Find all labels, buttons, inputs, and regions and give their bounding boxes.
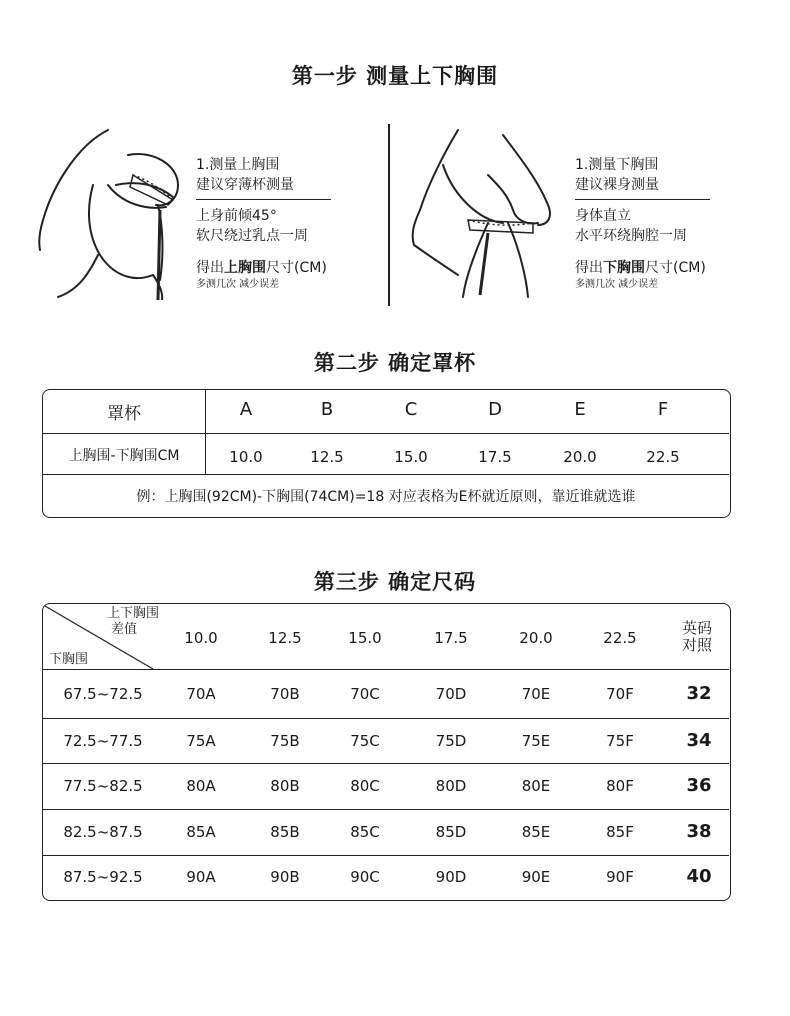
right-line5-bold: 下胸围 bbox=[603, 260, 645, 276]
size-cell: 90E bbox=[521, 868, 551, 886]
right-line2: 建议裸身测量 bbox=[575, 177, 659, 193]
diff-row-label: 上胸围-下胸围CM bbox=[68, 448, 180, 464]
cup-f: F bbox=[657, 399, 669, 420]
cup-d: D bbox=[488, 399, 502, 420]
step1-right-text bbox=[575, 155, 710, 291]
size-cell: 85D bbox=[435, 823, 467, 841]
size-cell: 90B bbox=[270, 868, 300, 886]
corner-bottom-label: 下胸围 bbox=[49, 652, 89, 667]
uk-header1: 英码 bbox=[681, 619, 712, 637]
cup-table bbox=[42, 389, 731, 518]
underbust-range: 72.5~77.5 bbox=[63, 732, 143, 750]
size-cell: 75E bbox=[521, 732, 551, 750]
size-header-diff: 22.5 bbox=[603, 629, 637, 647]
size-cell: 70C bbox=[350, 685, 380, 703]
uk-size: 38 bbox=[686, 821, 712, 842]
right-line4: 水平环绕胸腔一周 bbox=[575, 228, 687, 244]
left-line5-post: 尺寸(CM) bbox=[266, 260, 327, 276]
size-cell: 85B bbox=[270, 823, 300, 841]
left-line5 bbox=[196, 258, 331, 278]
size-cell: 70B bbox=[270, 685, 300, 703]
measure-underbust-illustration bbox=[408, 125, 573, 300]
size-cell: 85F bbox=[606, 823, 634, 841]
size-cell: 75D bbox=[435, 732, 467, 750]
size-cell: 80D bbox=[435, 777, 467, 795]
right-line5 bbox=[575, 258, 710, 278]
size-cell: 80C bbox=[350, 777, 380, 795]
cup-row-label: 罩杯 bbox=[107, 404, 141, 424]
cup-c: C bbox=[404, 399, 418, 420]
left-line2: 建议穿薄杯测量 bbox=[196, 177, 294, 193]
size-cell: 70D bbox=[435, 685, 467, 703]
left-line5-pre: 得出 bbox=[196, 260, 224, 276]
size-cell: 80A bbox=[186, 777, 216, 795]
size-cell: 80B bbox=[270, 777, 300, 795]
underbust-range: 67.5~72.5 bbox=[63, 685, 143, 703]
cup-diff-value: 17.5 bbox=[478, 448, 512, 466]
cup-e: E bbox=[574, 399, 586, 420]
left-line3: 上身前倾45° bbox=[196, 208, 277, 224]
cup-diff-value: 10.0 bbox=[229, 448, 263, 466]
size-cell: 90D bbox=[435, 868, 467, 886]
size-cell: 85C bbox=[350, 823, 380, 841]
table-row bbox=[43, 669, 729, 718]
step2-title: 第二步 确定罩杯 bbox=[313, 351, 477, 375]
table-row bbox=[43, 763, 729, 809]
measure-bust-illustration bbox=[38, 125, 198, 300]
example-note: 例：上胸围(92CM)-下胸围(74CM)=18 对应表格为E杯就近原则，靠近谁就选谁 bbox=[136, 489, 636, 505]
cup-diff-value: 12.5 bbox=[310, 448, 344, 466]
right-line3: 身体直立 bbox=[575, 208, 631, 224]
step1-title: 第一步 测量上下胸围 bbox=[291, 64, 499, 88]
cup-a: A bbox=[239, 399, 253, 420]
uk-size: 32 bbox=[686, 683, 712, 704]
table-row bbox=[43, 718, 729, 763]
size-cell: 75F bbox=[606, 732, 634, 750]
corner-top2: 差值 bbox=[111, 622, 138, 637]
size-cell: 90C bbox=[350, 868, 380, 886]
size-header-diff: 17.5 bbox=[434, 629, 468, 647]
size-cell: 70A bbox=[186, 685, 216, 703]
size-cell: 75C bbox=[350, 732, 380, 750]
right-line1: 1.测量下胸围 bbox=[575, 157, 659, 173]
size-cell: 75A bbox=[186, 732, 216, 750]
right-line6: 多测几次 减少误差 bbox=[575, 279, 659, 290]
right-line5-post: 尺寸(CM) bbox=[645, 260, 706, 276]
corner-top-label bbox=[99, 606, 167, 638]
size-header-diff: 10.0 bbox=[184, 629, 218, 647]
size-table bbox=[42, 603, 731, 901]
left-line4: 软尺绕过乳点一周 bbox=[196, 228, 308, 244]
underbust-range: 82.5~87.5 bbox=[63, 823, 143, 841]
right-line5-pre: 得出 bbox=[575, 260, 603, 276]
left-line5-bold: 上胸围 bbox=[224, 260, 266, 276]
size-cell: 70F bbox=[606, 685, 634, 703]
uk-size: 36 bbox=[686, 775, 712, 796]
size-cell: 80F bbox=[606, 777, 634, 795]
size-cell: 85E bbox=[521, 823, 551, 841]
right-rule bbox=[575, 199, 710, 200]
cup-diff-value: 20.0 bbox=[563, 448, 597, 466]
cup-diff-value: 15.0 bbox=[394, 448, 428, 466]
uk-header2: 对照 bbox=[681, 636, 712, 654]
step1-left-text bbox=[196, 155, 331, 291]
size-cell: 70E bbox=[521, 685, 551, 703]
step1-divider bbox=[388, 124, 390, 306]
cup-table-hline1 bbox=[43, 433, 729, 434]
size-header-diff: 12.5 bbox=[268, 629, 302, 647]
table-row bbox=[43, 809, 729, 855]
size-cell: 90F bbox=[606, 868, 634, 886]
size-cell: 75B bbox=[270, 732, 300, 750]
cup-b: B bbox=[320, 399, 334, 420]
left-rule bbox=[196, 199, 331, 200]
uk-size: 40 bbox=[686, 866, 712, 887]
size-cell: 80E bbox=[521, 777, 551, 795]
step3-title: 第三步 确定尺码 bbox=[313, 570, 477, 594]
cup-diff-value: 22.5 bbox=[646, 448, 680, 466]
cup-table-hline2 bbox=[43, 474, 729, 475]
cup-table-vline bbox=[205, 390, 206, 474]
left-line1: 1.测量上胸围 bbox=[196, 157, 280, 173]
underbust-range: 77.5~82.5 bbox=[63, 777, 143, 795]
table-row bbox=[43, 855, 729, 899]
size-header-diff: 15.0 bbox=[348, 629, 382, 647]
left-line6: 多测几次 减少误差 bbox=[196, 279, 280, 290]
size-header-diff: 20.0 bbox=[519, 629, 553, 647]
size-cell: 85A bbox=[186, 823, 216, 841]
corner-top1: 上下胸围 bbox=[106, 606, 159, 621]
uk-header bbox=[665, 620, 729, 654]
uk-size: 34 bbox=[686, 730, 712, 751]
size-cell: 90A bbox=[186, 868, 216, 886]
underbust-range: 87.5~92.5 bbox=[63, 868, 143, 886]
